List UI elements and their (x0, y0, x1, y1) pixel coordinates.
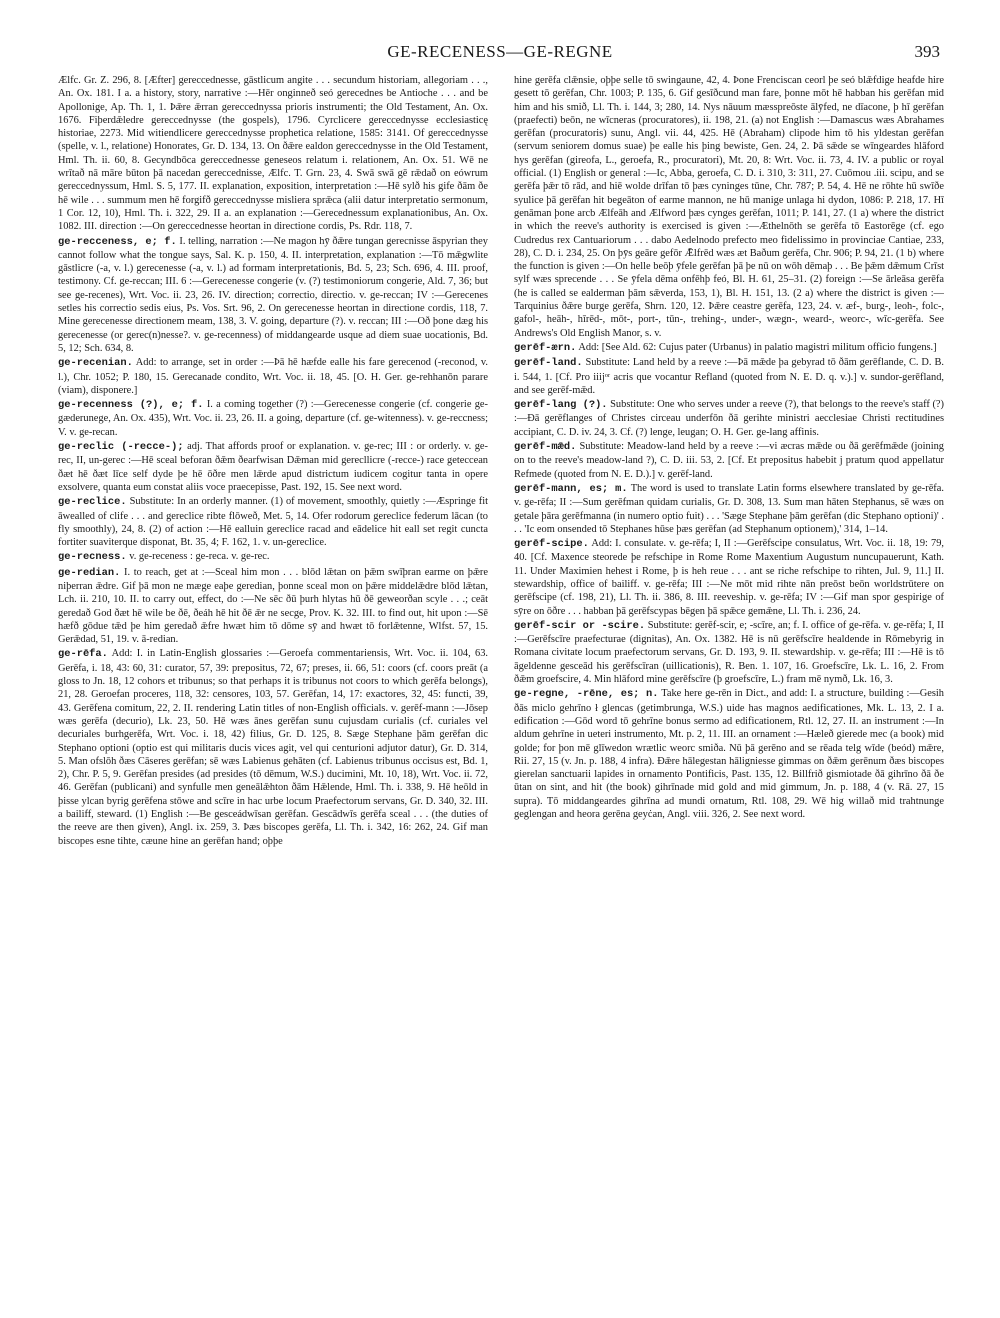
entry-text: Substitute: Land held by a reeve :—Þā mǣde þa gebyrad tō ðām gerēflande, C. D. B. i. 544, 1. [Cf. Pro iiijᵒʳ acris que vocantur Refland (quoted from N. E. D. q. v.).] v. sundor-gerēfland, and see gerēf-mǣd. (514, 357, 944, 396)
entry-text: Substitute: Meadow-land held by a reeve :—vi æcras mǣde ou ðā gerēfmǣde (joining on to the reeve's meadow-land ?), C. D. iii. 53, 2. [Cf. Et prepositus habebit j pratum quod appellatur Refmede (quoted from N. E. D.).] v. gerēf-land. (514, 441, 944, 480)
dictionary-entry (514, 482, 944, 536)
entry-text: Ælfc. Gr. Z. 296, 8. [Æfter] gereccednesse, gāstlicum angite . . . secundum historiam, allegoriam . . ., An. Ox. 181. I a. a history, story, narrative :—Hēr onginneð seó gerecednes be Antioche . . . and be Apollonige, Ap. Th. 1, 1. Þǣre ǣrran gereccednyssa prioris instrumenti; the Old Testament, An. Ox. 1676. Fiþerdǣledre gereccednysse (the gospels), 1796. Cyrclicere gereccednysse ecclesiasticę historiae, 2273. Mid witiendlicere gereccednysse prophetica relatione, 1585: 3141. Of gereccednysse (spelle, v. l., relatione) Honorates, Gr. D. 134, 13. On ðǣre ealdon gereccednysse in the Old Testament, Hml. Th. ii. 60, 8. Gecyndbōca gereccednesse geneseos relatum i. relationem, An. Ox. 51. Wē ne wrītað nā māre būton þā nacedan gereccednisse, Ælfc. T. Grn. 23, 4. Swā swā gē rǣdað on eówrum gereccednyssum, Hml. S. 5, 177. II. explanation, exposition, interpretation :—Hē sylð his gife ðām ðe hē wile . . . summum men hē forgifð gereccednysse misliera sprǣca (alii datur interpretatio sermonum, 1 Cor. 12, 10), Hml. Th. i. 322, 29. II a. an explanation :—Gerecednessum explanationibus, An. Ox. 1082. III. direction :—On gereccednesse heortan in directione cordis, Ps. Rdr. 118, 7. (58, 75, 488, 233)
dictionary-entry (514, 356, 944, 397)
dictionary-entry (514, 440, 944, 481)
entry-text: The word is used to translate Latin forms elsewhere translated by ge-rēfa. v. ge-rēfa; II :—Sum gerēfman quidam curialis, Gr. D. 308, 13. Sum man hāten Stephanus, sē wæs on getale þāra gerēfmanna (in numero optio fuit) . . . 'Sæge Stephane þām gerēfan (dic Stephano optioni)' . . . 'Ic eom onsended tō Stephanes hūse þæs gerēfan (ad Stephanum optionem),' 314, 1–14. (514, 482, 944, 535)
entry-text: I. a coming together (?) :—Gerecenesse congerie (cf. congerie ge-gæderunege, An. Ox. 435), Wrt. Voc. ii. 23, 26. II. a going, departure (cf. ge-witenness). v. ge-reccness; V. v. ge-recan. (58, 399, 488, 438)
page-number: 393 (914, 42, 940, 61)
dictionary-columns (58, 74, 946, 1310)
entry-text: Substitute: In an orderly manner. (1) of movement, smoothly, quietly :—Æspringe fit āwealled of clife . . . and gereclice ribte flōweð, Met. 5, 14. Ofer rodorum gereclice federum lācan (to fly smoothly), 24, 8. (2) of action :—Hē ealluin gereclice racad and eādelice hit eall set regit cuncta fortiter suaviterque disponat, Bt. 35, 4; F. 162, 1. v. un-gereclice. (58, 496, 488, 549)
entry-headword: ge-recenness (?), e; f. (58, 399, 204, 412)
entry-headword: ge-redian. (58, 566, 121, 579)
entry-text: Add: I. in Latin-English glossaries :—Geroefa commentariensis, Wrt. Voc. ii. 104, 63. Gerēfa, i. 18, 43: 60, 31: curator, 57, 39: prepositus, 72, 67; preses, ii. 66, 51: coors (cf. coors preāt (a gloss to Jn. 18, 12 cohors et tribunus; so that perhaps it is tribunus not coors to which gerēfa belongs), 21, 28. Geroefan proceres, 118, 32: censores, 103, 57. Gerēfan, 14, 17: exactores, 32, 45: functi, 39, 43. Gerēfena comitum, 22, 2. II. rendering Latin titles of non-English officials. v. gerēf-mann :—Jōsep wæs gerēfa (decurio), Lk. 23, 50. Hē wæs ānes gerēfan sunu cujusdam curialis (cf. curiales vel decuriales burhgerēfa, Wrt. Voc. i. 18, 42) filius, Gr. D. 125, 8. Sæge Stephane þām gerēfan dic Stephano optioni (optio est qui militaris ducis vices agit, vel qui centurioni adjutor datur), Gr. D. 314, 5. Man ofslōh ðæs Cāseres gerēfan; sē wæs Labienus gehāten (cf. Labienus tribunus occisus est, Bd. 1, 2), Chr. P. 5, 9. Gerēfan presides (ad presides (tō dēmum, W.S.) ducimini, Mt. 10, 18), Wrt. Voc. ii. 72, 46. Gerēfan (publicani) and synfulle men geneālǣhton ðām Hǣlende, Hml. Th. i. 338, 9. Hē heōld in þisse ylcan byrig gerēfena stōwe and scīre in hac urbe locum Praefectorum servans, Gr. D. 340, 32. III. a bailiff, steward. (1) English :—Be gesceádwīsan gerēfan. Gescādwīs gerēfa sceal . . . (the duties of the reeve are then given), Angl. ix. 259, 3. Þæs biscopes gerēfa, Ll. Th. i. 342, 16: 262, 24. Gif man biscopes esne tihte, cæune hine an gerēfan hand; oþþe (58, 648, 488, 847)
dictionary-entry (58, 647, 488, 847)
entry-headword: ge-recenian. (58, 357, 133, 370)
dictionary-entry (514, 341, 944, 355)
entry-headword: gerēf-mann, es; m. (514, 482, 628, 495)
dictionary-entry (514, 398, 944, 439)
entry-text: Add: [See Ald. 62: Cujus pater (Urbanus) in palatio magistri militum officio fungens.] (578, 341, 937, 353)
dictionary-entry (58, 356, 488, 397)
entry-headword: gerēf-scipe. (514, 538, 589, 551)
entry-headword: ge-rēfa. (58, 648, 108, 661)
entry-text: Substitute: gerēf-scir, e; -scīre, an; f. I. office of ge-rēfa. v. ge-rēfa; I, II :—Gerēfscīre praefecturae (dignitas), An. Ox. 1382. Hē is nū gerēfscīre healdende in Rōmebyrig in Romana civitate locum praefectorum servans, Gr. D. 193, 9. II. stewardship. v. ge-rēfa; III :—Hē is tō āgeldenne gesceād his gerēfscīran (uillicationis), R. Ben. 1. 107, 16. Groefscīre, Lk. L. 16, 2. From ðǣm groefscire, 4. Min hlāford mine gerēfscīre (þ groefscīre, L.) fram mē nymð, Lk. 16, 3. (514, 619, 944, 686)
entry-headword: gerēf-ærn. (514, 341, 577, 354)
dictionary-entry (58, 566, 488, 647)
dictionary-entry (514, 74, 944, 340)
dictionary-entry (58, 398, 488, 439)
dictionary-entry (58, 550, 488, 564)
entry-text: Add: I. consulate. v. ge-rēfa; I, II :—Gerēfscipe consulatus, Wrt. Voc. ii. 18, 19: 79, 40. [Cf. Maxence steorede þe refschipe in Rome Rome Maxentium Augustum nuncupauerunt, Kath. 11. Under Maximien hehest i Rome, þ is heh reue . . . ant se riche refschipe to rihten, Jul. 9, 11.] II. stewardship, office of bailiff. v. ge-rēfa; III :—Ne mōt mid rihte nān preōst beōn worldstrūtere on gerēfscipe (cf. 198, 21), Ll. Th. ii. 386, 8. III. reeveship. v. ge-rēfa; IV :—Gif man spor gespirige of sȳre on ōðre . . . habban þā gerēfscypas bēgen þā spǣce gemǣne, Ll. Th. i. 236, 24. (514, 538, 944, 617)
entry-headword: ge-reclice. (58, 496, 127, 509)
dictionary-entry (514, 619, 944, 686)
entry-text: Substitute: One who serves under a reeve (?), that belongs to the reeve's staff (?) :—Ðā gerēflanges of Christes circeau underfōn ðā gerihte ministri aecclesiae Christi rectitudines accipiant, C. D. iv. 24, 3. Cf. (?) lenge, leugan; O. H. Ger. ge-lang affinis. (514, 399, 944, 438)
entry-headword: gerēf-mǣd. (514, 441, 577, 454)
right-column (514, 74, 944, 1310)
entry-headword: ge-reclic (-recce-); (58, 441, 184, 454)
entry-text: hine gerēfa clǣnsie, oþþe selle tō swingaune, 42, 4. Þone Frenciscan ceorl þe seó blǣfdige heafde hire gesett tō gerēfan, Chr. 1003; P. 135, 6. Gif gesīðcund man fare, þonne mōt hē habban his gerēfan mid him and his smið, Ll. Th. i. 144, 3; 280, 14. Nys nāuum mæsspreōste ālȳfed, ne dīacone, þ hī gerēfan (praefecti) beōn, ne wīcneras (procuratores), ii. 198, 21. (a) not English :—Damascus wæs Abrahames gerēfan (procuratoris) sunu, Angl. vii. 44, 425. Hē (Abraham) clipode him tō his yldestan gerēfan (servum seniorem domus suae) þe ealle his þing bewiste, Gen. 24, 2. Þā sǣde se wīngeardes hlāford hys gerēfan (gireofa, L., geroefa, R., procuratori), Mt. 20, 8: Wrt. Voc. ii. 73, 4. IV. a public or royal official. (1) English or general :—Ic, Abba, geroefa, C. D. i. 310, 3: 311, 27. Cuōmou .iii. scipu, and se gerēfa þǣr tō rād, and hiē wolde drīfan tō þæs cyninges tūne, Chr. 787; P. 54, 4. Hē ne rōhte hū swīðe syulice þā gerēfan hit begeāton of earme mannon, ne hū manige unlaga hi dydon, 1086: P. 218, 17. Hī genāman þone arcb Ælfeāh and Ælfword þæs cynges gerēfan, 1011; P. 141, 27. (1 a) where the district in which the reeve's authority is exercised is given :—Æthelnōth se gerēfa tō Eastorēge (cf. ego Cudredus rex Cantuariorum . . . dabo Aedelnodo prefecto meo fidelissimo in provinciae Cantiae, 233, 28), C. D. i. 234, 25. On þȳs geāre gefōr Ǣlfrēd wæs æt Baðum gerēfa, Chr. 906; P. 94, 21. (1 b) where the function is given :—On helle beōþ ȳfele gerēfan þā þe nū on wōh dēmaþ . . . Be þǣm dǣmum Crīst sylf wæs sprecende . . . Se ȳfela dēma onfēhþ feó, Bl. H. 61, 25–31. (2) foreign :—Se ārleāsa gerēfa (he is called se ealderman þām sǣverda, 153, 1), Bl. H. 151, 13. (2 a) where the district is given :—Tarquinius ðǣre burge gerēfa, Shrn. 120, 12. Þǣre ceastre gerēfa, 123, 24. v. æf-, burg-, leoh-, folc-, gafol-, heāh-, hīrēd-, mōt-, port-, tūn-, trehing-, under-, wægn-, weard-, weorc-, wīc-gerēfa. See Andrews's Old English Manor, s. v. (514, 75, 944, 339)
entry-headword: ge-regne, -rēne, es; n. (514, 688, 659, 701)
dictionary-entry (58, 74, 488, 234)
dictionary-entry (58, 440, 488, 494)
entry-text: I. telling, narration :—Ne magon hȳ ðǣre tungan gerecnisse āspyrian they cannot follow what the tongue says, Sal. K. p. 150, 4. II. interpretation, explanation :—Tō mǣgwlite gāstlicre (-a, v. l.) gerecenesse (-a, v. l.) ad formam interpretationis, Bd. 5, 23; Sch. 696, 4. III. proof, testimony. Cf. ge-reccan; III. 6 :—Gerecenesse congerie (v. (?) testimoniorum congerie, Ald. 7, 36; but see ge-recenes), Wrt. Voc. ii. 23, 26. IV. direction; correctio, directio. v. ge-reccan; IV :—Gerecenes setles his correctio sedis eius, Ps. Vos. Srt. 96, 2. On gerecenesse heortan in directione cordis, 118, 7. Mine gerecenesse directionem meam, 138, 3. V. going, departure (?). v. reccan; III :—Oð þone dæg his gerecenesse (or gerec(n)nesse?. v. ge-recenness) of middangearde usque ad diem suae uocationis, Bd. 5, 12; Sch. 634, 8. (58, 235, 488, 354)
entry-text: Take here ge-rēn in Dict., and add: I. a structure, building :—Gesih ðās miclo gehrīno ł glencas (getimbrunga, W.S.) uide has magnos aedificationes, Mk. L. 13, 2. I a. edification :—Gōd word tō gehrīne bonus sermo ad edificationem, Rtl. 12, 27. II. an instrument :—In aldum gehrīne in ueteri instrumento, Mt. p. 2, 11. III. an ornament :—Hæleð gierede mec (a book) mid golde; for þon mē glīwedon wrætlic weorc smiða. Nū þā gerēno and se rēada telg wīde (beód) mǣre, Rii. 27, 15 (v. Jn. p. 188, 4 infra). Ðǣre hālegestan hāligniesse gimmas on ðǣm gerēnum ðæs biscopes gierelan sanctuarii lapides in ornamento Pontificis, Past. 135, 12. Billfrið gismiotade ðā gihrīno ðā ðe ūtan on sint, and hit (the book) gihrīnade mid gold and mid gimmum, Jn. p. 188, 4 (v. Rā. 27, 15 supra). Tō middangeardes gihrīna ad mundi ornatum, Rtl. 108, 29. Wē hig willað mid trahtnunge geglengan and heora gerēna geyċan, Angl. viii. 326, 2. See next word. (514, 688, 944, 821)
entry-headword: ge-recness. (58, 551, 127, 564)
dictionary-entry (58, 235, 488, 356)
entry-text: adj. That affords proof or explanation. v. ge-rec; III : or orderly. v. ge-rec, II, un-gerec :—Hē sceal beforan ðǣm ðearfwisan Dǣman mid gerecllicre (-recce-) race geteccean ðæt hē ðæt līce self dyde þe hē ōðre men lǣrde apud districtum iudicem cogitur tanta in opere exsolvere, quanta eum constat aliis voce praecepisse, Past. 192, 15. See next word. (58, 441, 488, 493)
entry-text: I. to reach, get at :—Sceal him mon . . . blōd lǣtan on þǣm swīþran earme on þǣre niþerran ǣdre. Gif þā mon ne mæge eaþe geredian, þonne sceal mon on þǣre middelǣdre blōd lǣtan, Lch. ii. 210, 10. II. to carry out, effect, do :—Ne sēc ðū þurh hlytas hū ðē geweorðan scyle . . .; ceāt geredað God ðæt hē wile be ðē, ðeáh hē hit ðē ǣr ne secge, Prov. K. 32. III. to find out, hit upon :—Sē hæfð gōdue tǣd þe him geredað ǣfre hwæt him tō dōme sȳ and hwæt tō forlǣtenne, Wlfst. 57, 15. Gerǣdad, 51, 19. v. ā-redian. (58, 566, 488, 646)
dictionary-entry (514, 687, 944, 821)
entry-headword: gerēf-scir or -scire. (514, 619, 646, 632)
entry-text: v. ge-receness : ge-reca. v. ge-rec. (129, 551, 270, 563)
entry-headword: gerēf-land. (514, 357, 583, 370)
dictionary-entry (514, 537, 944, 618)
entry-headword: gerēf-lang (?). (514, 399, 608, 412)
page-header (60, 40, 940, 66)
left-column (58, 74, 488, 1310)
entry-text: Add: to arrange, set in order :—Þā hē hæfde ealle his fare gerecenod (-reconod, v. l.), Chr. 1052; P. 180, 15. Gerecanade condito, Wrt. Voc. ii. 18, 45. [O. H. Ger. ge-rehhanōn parare (viam), disponere.] (58, 357, 488, 396)
entry-headword: ge-recceness, e; f. (58, 235, 177, 248)
page-title: GE-RECENESS—GE-REGNE (387, 42, 613, 61)
dictionary-entry (58, 495, 488, 549)
